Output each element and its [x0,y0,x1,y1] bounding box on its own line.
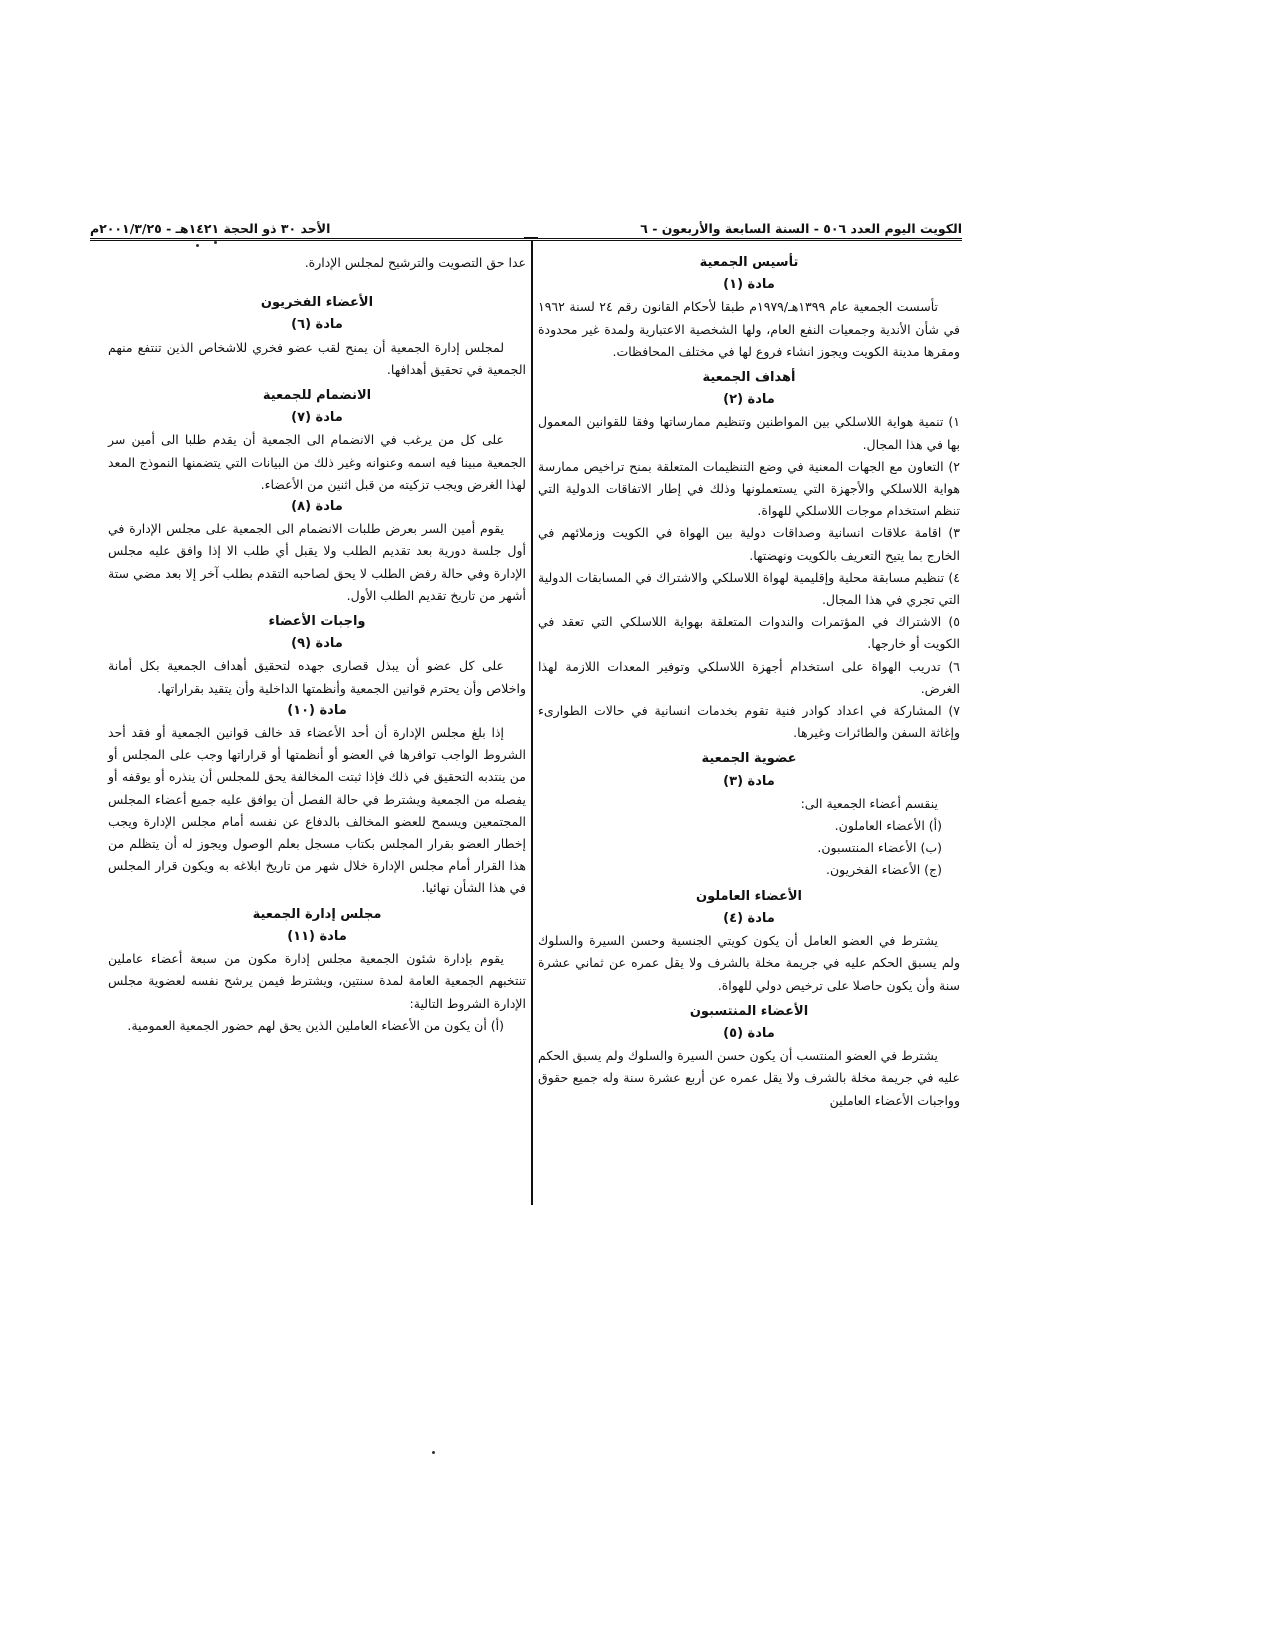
article-9-title: مادة (٩) [291,636,343,652]
article-6-title: مادة (٦) [291,317,343,333]
scan-speck [214,241,217,244]
header-issue: الكويت اليوم العدد ٥٠٦ - السنة السابعة والأربعون - ٦ [640,221,962,236]
article-2-title: مادة (٢) [723,392,775,408]
article-8-title: مادة (٨) [291,499,343,515]
goal-4: ٤) تنظيم مسابقة محلية وإقليمية لهواة اللاسلكي والاشتراك في المسابقات الدولية التي تجري في هذا المجال. [538,569,960,608]
header-date: الأحد ٣٠ ذو الحجة ١٤٢١هـ - ٢٠٠١/٣/٢٥م [90,221,331,236]
article-11-item-a: (أ) أن يكون من الأعضاء العاملين الذين يحق لهم حضور الجمعية العمومية. [127,1017,504,1033]
article-4-text: يشترط في العضو العامل أن يكون كويتي الجنسية وحسن السيرة والسلوك ولم يسبق الحكم عليه في جريمة مخلة بالشرف ولا يقل عمره عن ثماني عشرة سنة وأن يكون حاصلا على ترخيص دولي للهواة. [538,933,960,993]
article-4-title: مادة (٤) [723,910,775,926]
section-heading-board: مجلس إدارة الجمعية [252,906,382,922]
article-7-title: مادة (٧) [291,410,343,426]
spacer [108,274,526,292]
article-6-text: لمجلس إدارة الجمعية أن يمنح لقب عضو فخري للاشخاص الذين تنتفع منهم الجمعية في تحقيق أهدافها. [108,339,526,377]
left-column [108,252,526,1037]
article-3-item-b: (ب) الأعضاء المنتسبون. [817,840,942,856]
section-heading-member-duties: واجبات الأعضاء [268,614,366,630]
goal-5: ٥) الاشتراك في المؤتمرات والندوات المتعلقة بهواية اللاسلكي التي تعقد في الكويت أو خارجها. [538,614,960,652]
goal-1: ١) تنمية هواية اللاسلكي بين المواطنين وتنظيم ممارساتها وفقا للقوانين المعمول بها في هذا المجال. [538,414,960,452]
column-divider [531,240,533,1205]
article-8-text: يقوم أمين السر بعرض طلبات الانضمام الى الجمعية على مجلس الإدارة في أول جلسة دورية بعد تقديم الطلب ولا يقبل أي طلب الا إذا وافق عليه مجلس الإدارة وفي حالة رفض الطلب لا يحق لصاحبه التقدم بطلب آخر إلا بعد مضي ستة أشهر من تاريخ تقديم الطلب الأول. [108,521,526,603]
article-1-text: تأسست الجمعية عام ١٣٩٩هـ/١٩٧٩م طبقا لأحكام القانون رقم ٢٤ لسنة ١٩٦٢ في شأن الأندية وجمعيات النفع العام، ولها الشخصية الاعتبارية ولمدة غير محدودة ومقرها مدينة الكويت ويجوز انشاء فروع لها في مختلف المحافظات. [538,299,960,359]
article-3-title: مادة (٣) [723,773,775,789]
goal-7: ٧) المشاركة في اعداد كوادر فنية تقوم بخدمات انسانية في حالات الطوارىء وإغاثة السفن والطائرات وغيرها. [538,703,960,741]
goal-2: ٢) التعاون مع الجهات المعنية في وضع التنظيمات المتعلقة بمنح تراخيص ممارسة هواية اللاسلكي والأجهزة التي يستعملونها وذلك في إطار الاتفاقات الدولية التي تنظم استخدام موجات اللاسلكي للهواة. [538,458,960,519]
article-1-title: مادة (١) [723,277,775,293]
scan-speck [196,244,199,247]
section-heading-founding: تأسيس الجمعية [699,255,799,270]
section-heading-affiliated-members: الأعضاء المنتسبون [689,1003,809,1019]
article-5-continuation: عدا حق التصويت والترشيح لمجلس الإدارة. [304,255,526,270]
section-heading-membership: عضوية الجمعية [701,751,797,767]
column-divider-top [524,237,538,239]
right-column [538,252,960,1112]
article-3-intro: ينقسم أعضاء الجمعية الى: [800,795,938,811]
goal-3: ٣) اقامة علاقات انسانية وصداقات دولية بين الهواة في الكويت وزملائهم في الخارج بما يتيح التعريف بالكويت ونهضتها. [538,525,960,563]
section-heading-goals: أهداف الجمعية [702,370,796,386]
article-10-title: مادة (١٠) [287,702,347,718]
article-11-title: مادة (١١) [287,928,347,944]
goal-6: ٦) تدريب الهواة على استخدام أجهزة اللاسلكي وتوفير المعدات اللازمة لهذا الغرض. [538,658,960,696]
section-heading-honorary-members: الأعضاء الفخريون [260,295,374,311]
article-7-text: على كل من يرغب في الانضمام الى الجمعية أن يقدم طلبا الى أمين سر الجمعية مبينا فيه اسمه وعنوانه وغير ذلك من البيانات التي يتضمنها النموذج المعد لهذا الغرض ويجب تزكيته من قبل اثنين من الأعضاء. [108,432,526,492]
article-5-text: يشترط في العضو المنتسب أن يكون حسن السيرة والسلوك ولم يسبق الحكم عليه في جريمة مخلة بالشرف ولا يقل عمره عن أربع عشرة سنة وله جميع حقوق وواجبات الأعضاء العاملين [538,1048,960,1108]
article-10-text: إذا بلغ مجلس الإدارة أن أحد الأعضاء قد خالف قوانين الجمعية أو فقد أحد الشروط الواجب توافرها في العضو أو أنظمتها أو قراراتها وجب على المجلس أو من ينتدبه التحقيق في ذلك فإذا ثبتت المخالفة يحق للمجلس أن ينذره أو يوقفه أو يفصله من الجمعية ويشترط في حالة الفصل أن يوافق عليه جميع أعضاء المجلس المجتمعين ويسمح للعضو المخالف بالدفاع عن نفسه أمام مجلس الإدارة ويجب إخطار العضو بقرار المجلس بكتاب مسجل بعلم الوصول ويجوز له أن يتظلم من هذا القرار أمام مجلس الإدارة خلال شهر من تاريخ ابلاغه به ويكون قرار المجلس في هذا الشأن نهائيا. [108,725,526,896]
scan-speck [432,1451,435,1454]
section-heading-working-members: الأعضاء العاملون [695,888,803,904]
article-11-text: يقوم بإدارة شئون الجمعية مجلس إدارة مكون من سبعة أعضاء عاملين تنتخبهم الجمعية العامة لمدة سنتين، ويشترط فيمن يرشح نفسه لعضوية مجلس الإدارة الشروط التالية: [108,951,526,1011]
article-5-title: مادة (٥) [723,1025,775,1041]
article-3-item-c: (ج) الأعضاء الفخريون. [825,862,942,878]
page-header [90,212,962,236]
article-3-item-a: (أ) الأعضاء العاملون. [834,818,942,834]
section-heading-joining: الانضمام للجمعية [262,388,372,404]
article-9-text: على كل عضو أن يبذل قصارى جهده لتحقيق أهداف الجمعية بكل أمانة واخلاص وأن يحترم قوانين الجمعية وأنظمتها الداخلية وأن يتقيد بقراراتها. [108,658,526,696]
